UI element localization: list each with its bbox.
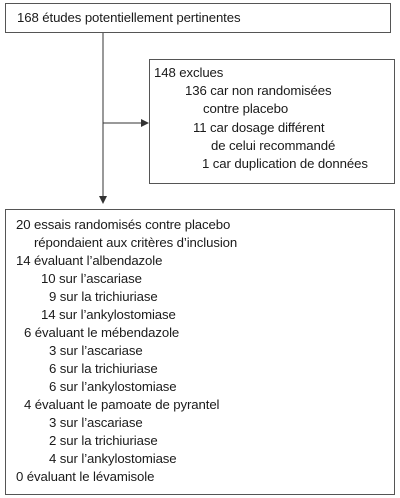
included-line: 6 sur la trichiuriase <box>49 361 158 376</box>
included-line: 20 essais randomisés contre placebo <box>16 217 231 232</box>
included-line: 6 sur l’ankylostomiase <box>49 379 177 394</box>
included-line: 2 sur la trichiuriase <box>49 433 158 448</box>
drug-line-mebendazole: 6 évaluant le mébendazole <box>24 325 180 340</box>
excluded-studies-box <box>149 59 395 184</box>
included-line: 9 sur la trichiuriase <box>49 289 158 304</box>
included-line: 14 sur l’ankylostomiase <box>41 307 176 322</box>
excluded-reason-line: 136 car non randomisées <box>185 83 332 98</box>
drug-line-levamisole: 0 évaluant le lévamisole <box>16 469 155 484</box>
included-line: 3 sur l’ascariase <box>49 343 143 358</box>
included-line: répondaient aux critères d’inclusion <box>34 235 238 250</box>
included-line: 10 sur l’ascariase <box>41 271 142 286</box>
excluded-reason-line: 11 car dosage différent <box>193 120 325 135</box>
drug-line-albendazole: 14 évaluant l’albendazole <box>16 253 163 268</box>
included-trials-box <box>5 209 395 495</box>
excluded-reason-line: 1 car duplication de données <box>202 156 368 171</box>
excluded-reason-line: contre placebo <box>203 101 289 116</box>
included-line: 4 sur l’ankylostomiase <box>49 451 177 466</box>
excluded-title: 148 exclues <box>154 65 224 80</box>
included-line: 3 sur l’ascariase <box>49 415 143 430</box>
screened-studies-box <box>5 3 391 33</box>
excluded-reason-line: de celui recommandé <box>211 138 336 153</box>
drug-line-pyrantel: 4 évaluant le pamoate de pyrantel <box>24 397 220 412</box>
screened-studies-label: 168 études potentiellement pertinentes <box>17 10 241 25</box>
